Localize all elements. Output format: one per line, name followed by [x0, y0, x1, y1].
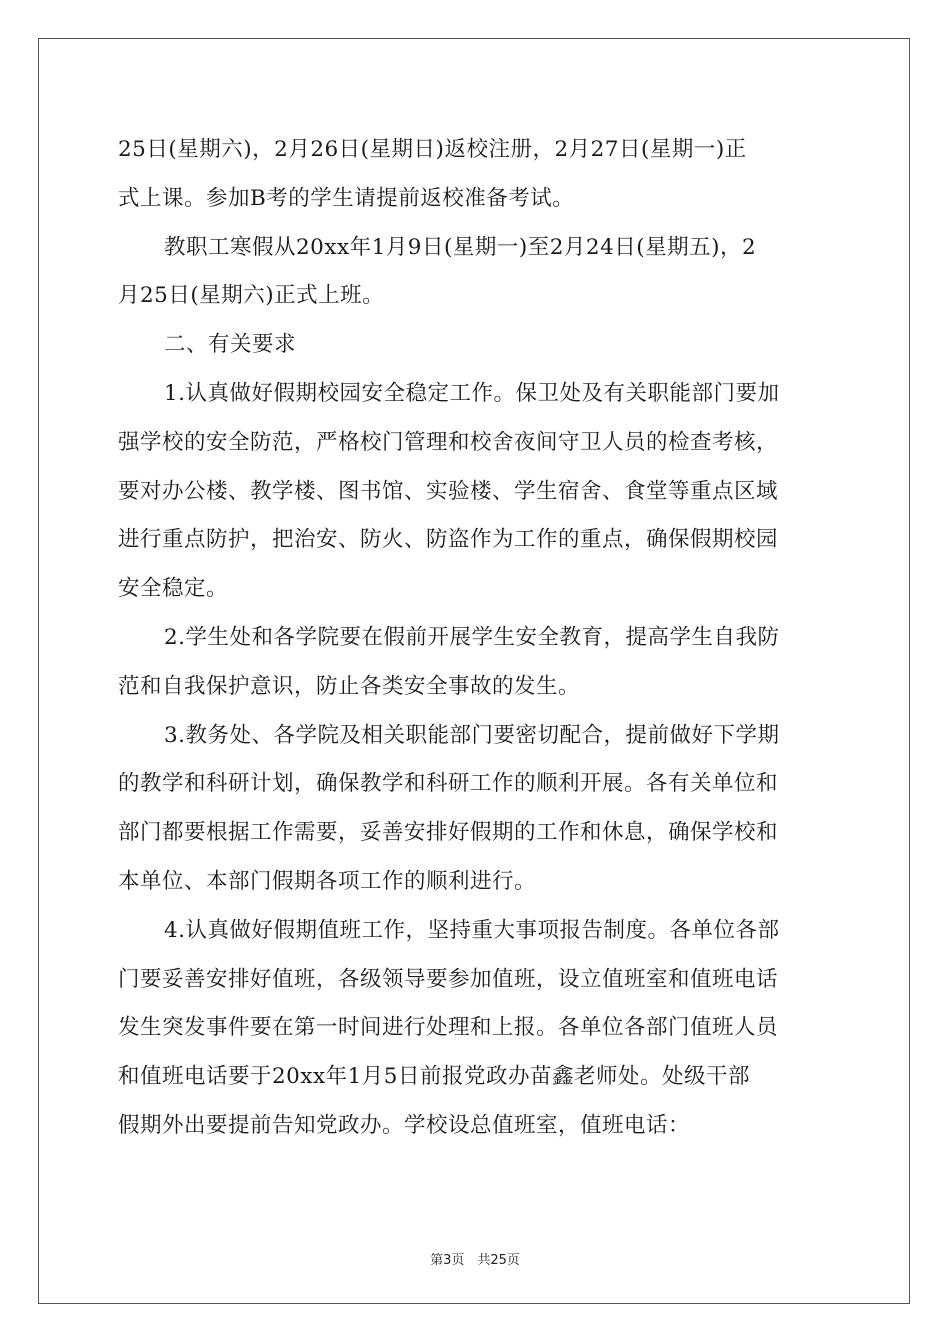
page-number: 第3页 共25页	[430, 1253, 520, 1268]
text-line: 门要妥善安排好值班，各级领导要参加值班，设立值班室和值班电话	[118, 966, 779, 992]
text-line: 假期外出要提前告知党政办。学校设总值班室，值班电话：	[118, 1112, 691, 1138]
text-line: 3.教务处、各学院及相关职能部门要密切配合，提前做好下学期	[164, 722, 780, 748]
text-line: 二、有关要求	[164, 332, 297, 358]
paragraph	[118, 370, 834, 614]
text-line: 本单位、本部门假期各项工作的顺利进行。	[118, 868, 537, 894]
text-line: 进行重点防护，把治安、防火、防盗作为工作的重点，确保假期校园	[118, 527, 779, 553]
paragraph	[118, 907, 834, 1151]
text-line: 部门都要根据工作需要，妥善安排好假期的工作和休息，确保学校和	[118, 820, 779, 846]
text-line: 式上课。参加B考的学生请提前返校准备考试。	[118, 185, 575, 211]
paragraph	[118, 712, 834, 907]
paragraph	[118, 614, 834, 712]
section-heading	[118, 321, 834, 370]
text-line: 要对办公楼、教学楼、图书馆、实验楼、学生宿舍、食堂等重点区域	[118, 478, 779, 504]
text-line: 强学校的安全防范，严格校门管理和校舍夜间守卫人员的检查考核，	[118, 429, 779, 455]
text-line: 安全稳定。	[118, 576, 229, 602]
text-line: 2.学生处和各学院要在假前开展学生安全教育，提高学生自我防	[164, 624, 780, 650]
text-line: 1.认真做好假期校园安全稳定工作。保卫处及有关职能部门要加	[164, 380, 780, 406]
text-line: 范和自我保护意识，防止各类安全事故的发生。	[118, 673, 581, 699]
paragraph	[118, 224, 834, 322]
text-line: 和值班电话要于20xx年1月5日前报党政办苗鑫老师处。处级干部	[118, 1064, 750, 1090]
text-line: 4.认真做好假期值班工作，坚持重大事项报告制度。各单位各部	[164, 917, 780, 943]
text-line: 的教学和科研计划，确保教学和科研工作的顺利开展。各有关单位和	[118, 771, 779, 797]
paragraph	[118, 126, 834, 224]
text-line: 月25日(星期六)正式上班。	[118, 283, 385, 309]
document-body	[118, 126, 834, 1151]
text-line: 发生突发事件要在第一时间进行处理和上报。各单位各部门值班人员	[118, 1015, 779, 1041]
text-line: 教职工寒假从20xx年1月9日(星期一)至2月24日(星期五)，2	[164, 234, 757, 260]
text-line: 25日(星期六)，2月26日(星期日)返校注册，2月27日(星期一)正	[118, 137, 747, 162]
